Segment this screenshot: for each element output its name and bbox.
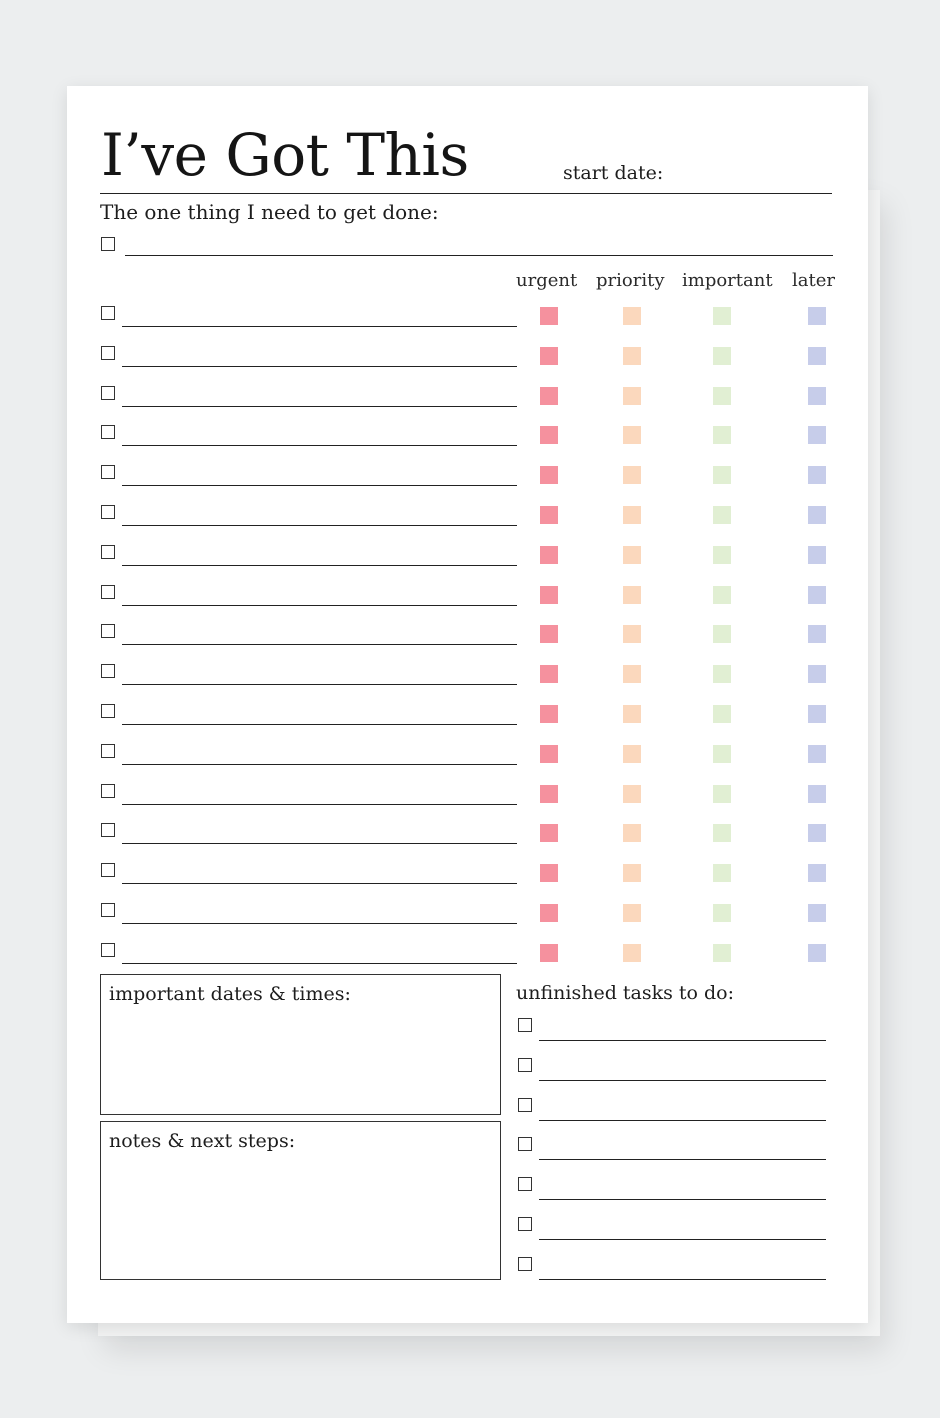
task-checkbox[interactable]: [101, 585, 115, 599]
urgent-marker[interactable]: [540, 466, 558, 484]
urgent-marker[interactable]: [540, 387, 558, 405]
urgent-marker[interactable]: [540, 307, 558, 325]
priority-marker[interactable]: [623, 586, 641, 604]
important-marker[interactable]: [713, 904, 731, 922]
unfinished-task-checkbox[interactable]: [518, 1137, 532, 1151]
task-checkbox[interactable]: [101, 943, 115, 957]
unfinished-task-checkbox[interactable]: [518, 1058, 532, 1072]
priority-marker[interactable]: [623, 506, 641, 524]
notes-label: notes & next steps:: [109, 1130, 296, 1152]
task-checkbox[interactable]: [101, 863, 115, 877]
priority-marker[interactable]: [623, 625, 641, 643]
urgent-marker[interactable]: [540, 347, 558, 365]
later-marker[interactable]: [808, 466, 826, 484]
later-marker[interactable]: [808, 307, 826, 325]
unfinished-task-line[interactable]: [539, 1159, 826, 1160]
important-marker[interactable]: [713, 546, 731, 564]
unfinished-task-checkbox[interactable]: [518, 1018, 532, 1032]
important-marker[interactable]: [713, 625, 731, 643]
later-marker[interactable]: [808, 347, 826, 365]
unfinished-task-checkbox[interactable]: [518, 1177, 532, 1191]
task-checkbox[interactable]: [101, 386, 115, 400]
later-marker[interactable]: [808, 546, 826, 564]
important-marker[interactable]: [713, 785, 731, 803]
column-header-important: important: [682, 270, 773, 291]
important-marker[interactable]: [713, 466, 731, 484]
urgent-marker[interactable]: [540, 546, 558, 564]
column-header-later: later: [792, 270, 835, 291]
task-line[interactable]: [122, 326, 517, 327]
task-checkbox[interactable]: [101, 306, 115, 320]
task-line[interactable]: [122, 485, 517, 486]
task-checkbox[interactable]: [101, 903, 115, 917]
priority-marker[interactable]: [623, 546, 641, 564]
task-checkbox[interactable]: [101, 704, 115, 718]
task-checkbox[interactable]: [101, 664, 115, 678]
later-marker[interactable]: [808, 745, 826, 763]
important-dates-label: important dates & times:: [109, 983, 351, 1005]
priority-marker[interactable]: [623, 785, 641, 803]
page-title: I’ve Got This: [101, 121, 469, 189]
later-marker[interactable]: [808, 904, 826, 922]
start-date-label: start date:: [563, 162, 664, 184]
unfinished-task-line[interactable]: [539, 1279, 826, 1280]
priority-marker[interactable]: [623, 307, 641, 325]
unfinished-task-line[interactable]: [539, 1199, 826, 1200]
task-checkbox[interactable]: [101, 465, 115, 479]
task-checkbox[interactable]: [101, 823, 115, 837]
column-header-urgent: urgent: [516, 270, 578, 291]
later-marker[interactable]: [808, 944, 826, 962]
priority-marker[interactable]: [623, 665, 641, 683]
unfinished-task-line[interactable]: [539, 1040, 826, 1041]
unfinished-task-line[interactable]: [539, 1120, 826, 1121]
urgent-marker[interactable]: [540, 426, 558, 444]
task-checkbox[interactable]: [101, 624, 115, 638]
later-marker[interactable]: [808, 625, 826, 643]
task-line[interactable]: [122, 923, 517, 924]
task-checkbox[interactable]: [101, 505, 115, 519]
important-marker[interactable]: [713, 665, 731, 683]
task-line[interactable]: [122, 525, 517, 526]
urgent-marker[interactable]: [540, 665, 558, 683]
urgent-marker[interactable]: [540, 864, 558, 882]
urgent-marker[interactable]: [540, 745, 558, 763]
unfinished-task-line[interactable]: [539, 1080, 826, 1081]
task-line[interactable]: [122, 605, 517, 606]
priority-marker[interactable]: [623, 387, 641, 405]
one-thing-label: The one thing I need to get done:: [100, 200, 439, 224]
later-marker[interactable]: [808, 824, 826, 842]
task-checkbox[interactable]: [101, 784, 115, 798]
important-marker[interactable]: [713, 586, 731, 604]
important-marker[interactable]: [713, 307, 731, 325]
later-marker[interactable]: [808, 785, 826, 803]
task-checkbox[interactable]: [101, 545, 115, 559]
priority-marker[interactable]: [623, 904, 641, 922]
important-marker[interactable]: [713, 347, 731, 365]
task-line[interactable]: [122, 883, 517, 884]
urgent-marker[interactable]: [540, 586, 558, 604]
urgent-marker[interactable]: [540, 824, 558, 842]
urgent-marker[interactable]: [540, 904, 558, 922]
later-marker[interactable]: [808, 864, 826, 882]
notes-box[interactable]: [100, 1121, 501, 1280]
task-checkbox[interactable]: [101, 346, 115, 360]
task-line[interactable]: [122, 724, 517, 725]
task-line[interactable]: [122, 764, 517, 765]
task-line[interactable]: [122, 804, 517, 805]
column-header-priority: priority: [596, 270, 665, 291]
priority-marker[interactable]: [623, 944, 641, 962]
unfinished-task-checkbox[interactable]: [518, 1217, 532, 1231]
urgent-marker[interactable]: [540, 705, 558, 723]
later-marker[interactable]: [808, 665, 826, 683]
priority-marker[interactable]: [623, 466, 641, 484]
unfinished-task-checkbox[interactable]: [518, 1257, 532, 1271]
important-marker[interactable]: [713, 864, 731, 882]
important-marker[interactable]: [713, 824, 731, 842]
one-thing-checkbox[interactable]: [101, 237, 115, 251]
task-checkbox[interactable]: [101, 425, 115, 439]
task-checkbox[interactable]: [101, 744, 115, 758]
priority-marker[interactable]: [623, 705, 641, 723]
later-marker[interactable]: [808, 586, 826, 604]
later-marker[interactable]: [808, 506, 826, 524]
task-line[interactable]: [122, 963, 517, 964]
priority-marker[interactable]: [623, 864, 641, 882]
unfinished-task-checkbox[interactable]: [518, 1098, 532, 1112]
task-line[interactable]: [122, 565, 517, 566]
important-marker[interactable]: [713, 506, 731, 524]
later-marker[interactable]: [808, 426, 826, 444]
later-marker[interactable]: [808, 705, 826, 723]
priority-marker[interactable]: [623, 347, 641, 365]
planner-sheet: [67, 86, 868, 1323]
task-line[interactable]: [122, 843, 517, 844]
important-marker[interactable]: [713, 745, 731, 763]
important-dates-box[interactable]: [100, 974, 501, 1115]
later-marker[interactable]: [808, 387, 826, 405]
one-thing-line[interactable]: [125, 255, 833, 256]
important-marker[interactable]: [713, 387, 731, 405]
important-marker[interactable]: [713, 705, 731, 723]
urgent-marker[interactable]: [540, 944, 558, 962]
priority-marker[interactable]: [623, 824, 641, 842]
urgent-marker[interactable]: [540, 785, 558, 803]
task-line[interactable]: [122, 644, 517, 645]
urgent-marker[interactable]: [540, 625, 558, 643]
task-line[interactable]: [122, 406, 517, 407]
important-marker[interactable]: [713, 426, 731, 444]
unfinished-task-line[interactable]: [539, 1239, 826, 1240]
task-line[interactable]: [122, 445, 517, 446]
task-line[interactable]: [122, 366, 517, 367]
important-marker[interactable]: [713, 944, 731, 962]
priority-marker[interactable]: [623, 426, 641, 444]
title-rule: [100, 193, 832, 194]
urgent-marker[interactable]: [540, 506, 558, 524]
task-line[interactable]: [122, 684, 517, 685]
priority-marker[interactable]: [623, 745, 641, 763]
unfinished-tasks-label: unfinished tasks to do:: [516, 982, 735, 1004]
